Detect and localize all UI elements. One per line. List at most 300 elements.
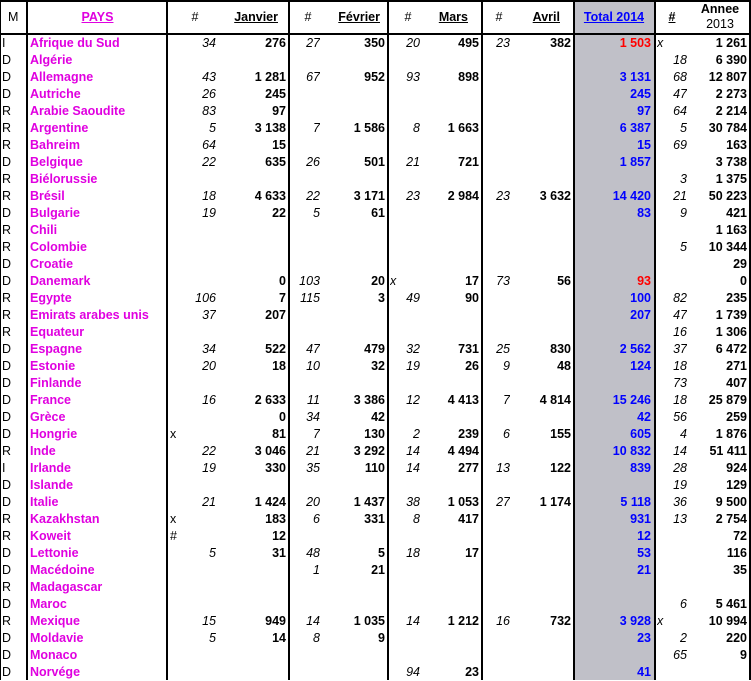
cell-rank-avril bbox=[485, 222, 510, 239]
cell-rank-mars bbox=[390, 477, 420, 494]
cell-rank-2013: 18 bbox=[673, 53, 687, 67]
cell-janvier bbox=[220, 647, 286, 664]
cell-pays: Monaco bbox=[30, 648, 78, 662]
cell-m: R bbox=[2, 444, 12, 458]
cell-m: D bbox=[2, 495, 12, 509]
cell-m: D bbox=[2, 376, 12, 390]
cell-rank-avril bbox=[485, 477, 510, 494]
cell-janvier: 0 bbox=[279, 274, 286, 288]
cell-fevrier bbox=[320, 222, 385, 239]
cell-avril bbox=[510, 664, 571, 681]
cell-pays: Allemagne bbox=[30, 70, 94, 84]
cell-total-2014 bbox=[576, 647, 651, 664]
border-left bbox=[0, 0, 1, 680]
cell-rank-2013: 14 bbox=[673, 444, 687, 458]
cell-pays: Maroc bbox=[30, 597, 67, 611]
cell-rank-fevrier bbox=[291, 596, 320, 613]
cell-avril bbox=[510, 528, 571, 545]
col-divider-total bbox=[654, 0, 656, 680]
cell-rank-mars: 19 bbox=[406, 359, 420, 373]
cell-mars bbox=[420, 579, 479, 596]
cell-fevrier: 130 bbox=[364, 427, 385, 441]
cell-annee-2013: 1 876 bbox=[715, 427, 747, 441]
cell-mars bbox=[420, 52, 479, 69]
cell-rank-fevrier: 10 bbox=[306, 359, 320, 373]
cell-rank-mars: 8 bbox=[413, 512, 420, 526]
cell-annee-2013: 12 807 bbox=[708, 70, 747, 84]
cell-rank-avril: 13 bbox=[496, 461, 510, 475]
cell-rank-2013: 64 bbox=[673, 104, 687, 118]
cell-m: D bbox=[2, 563, 12, 577]
cell-total-2014: 1 857 bbox=[619, 155, 651, 169]
cell-rank-2013: 5 bbox=[680, 121, 687, 135]
cell-annee-2013: 421 bbox=[726, 206, 747, 220]
cell-total-2014: 6 387 bbox=[619, 121, 651, 135]
cell-avril: 56 bbox=[557, 274, 571, 288]
cell-janvier: 97 bbox=[272, 104, 286, 118]
cell-pays: Arabie Saoudite bbox=[30, 104, 126, 118]
cell-fevrier: 1 035 bbox=[353, 614, 385, 628]
cell-rank-fevrier: 26 bbox=[306, 155, 320, 169]
cell-rank-avril bbox=[485, 137, 510, 154]
cell-mars bbox=[420, 307, 479, 324]
cell-m: R bbox=[2, 189, 12, 203]
cell-total-2014 bbox=[576, 375, 651, 392]
cell-rank-avril bbox=[485, 256, 510, 273]
cell-mars bbox=[420, 375, 479, 392]
cell-avril bbox=[510, 596, 571, 613]
cell-mars bbox=[420, 528, 479, 545]
cell-janvier: 15 bbox=[272, 138, 286, 152]
cell-mars: 4 494 bbox=[447, 444, 479, 458]
cell-annee-2013: 259 bbox=[726, 410, 747, 424]
cell-fevrier: 3 386 bbox=[353, 393, 385, 407]
cell-annee-2013: 2 273 bbox=[715, 87, 747, 101]
cell-rank-2013: 18 bbox=[673, 393, 687, 407]
cell-rank-avril: 6 bbox=[503, 427, 510, 441]
cell-rank-fevrier: 20 bbox=[306, 495, 320, 509]
cell-janvier: 14 bbox=[272, 631, 286, 645]
cell-rank-fevrier bbox=[291, 103, 320, 120]
cell-fevrier bbox=[320, 86, 385, 103]
cell-rank-2013 bbox=[657, 664, 687, 681]
header-mars: Mars bbox=[438, 10, 468, 24]
cell-m: D bbox=[2, 410, 12, 424]
cell-m: R bbox=[2, 580, 12, 594]
cell-janvier bbox=[220, 477, 286, 494]
cell-mars bbox=[420, 222, 479, 239]
cell-total-2014: 21 bbox=[637, 563, 651, 577]
cell-rank-fevrier: 7 bbox=[313, 121, 320, 135]
cell-total-2014: 100 bbox=[630, 291, 651, 305]
cell-rank-2013: 9 bbox=[680, 206, 687, 220]
cell-janvier bbox=[220, 256, 286, 273]
cell-pays: Danemark bbox=[30, 274, 91, 288]
cell-rank-janvier: 19 bbox=[202, 461, 216, 475]
cell-janvier: 12 bbox=[272, 529, 286, 543]
cell-pays: Algérie bbox=[30, 53, 73, 67]
header-total-2014: Total 2014 bbox=[583, 10, 645, 24]
cell-pays: Hongrie bbox=[30, 427, 78, 441]
cell-avril bbox=[510, 239, 571, 256]
cell-pays: Chili bbox=[30, 223, 58, 237]
cell-rank-mars bbox=[390, 409, 420, 426]
cell-total-2014: 41 bbox=[637, 665, 651, 679]
cell-m: D bbox=[2, 206, 12, 220]
cell-m: R bbox=[2, 308, 12, 322]
cell-rank-janvier bbox=[170, 664, 216, 681]
col-divider-avril bbox=[573, 0, 575, 680]
cell-rank-fevrier: 22 bbox=[306, 189, 320, 203]
cell-rank-mars: x bbox=[390, 274, 397, 288]
cell-m: D bbox=[2, 631, 12, 645]
cell-annee-2013: 25 879 bbox=[708, 393, 747, 407]
cell-pays: Macédoine bbox=[30, 563, 95, 577]
cell-avril: 3 632 bbox=[539, 189, 571, 203]
cell-rank-fevrier: 27 bbox=[306, 36, 320, 50]
cell-rank-mars bbox=[390, 222, 420, 239]
cell-rank-2013: 3 bbox=[680, 172, 687, 186]
cell-rank-mars bbox=[390, 630, 420, 647]
cell-mars bbox=[420, 562, 479, 579]
cell-rank-2013: 73 bbox=[673, 376, 687, 390]
cell-rank-janvier: 19 bbox=[202, 206, 216, 220]
cell-fevrier: 1 437 bbox=[353, 495, 385, 509]
cell-rank-janvier: 5 bbox=[209, 121, 216, 135]
col-divider-fevrier bbox=[387, 0, 389, 680]
cell-pays: Argentine bbox=[30, 121, 89, 135]
cell-total-2014: 5 118 bbox=[620, 495, 651, 509]
cell-rank-avril bbox=[485, 375, 510, 392]
cell-rank-fevrier bbox=[291, 52, 320, 69]
cell-rank-fevrier: 14 bbox=[306, 614, 320, 628]
cell-m: D bbox=[2, 53, 12, 67]
cell-avril: 4 814 bbox=[539, 393, 571, 407]
cell-rank-fevrier: 35 bbox=[306, 461, 320, 475]
cell-rank-fevrier: 5 bbox=[313, 206, 320, 220]
cell-annee-2013: 1 261 bbox=[715, 36, 747, 50]
cell-pays: Estonie bbox=[30, 359, 76, 373]
cell-rank-fevrier bbox=[291, 256, 320, 273]
cell-rank-mars bbox=[390, 528, 420, 545]
cell-rank-2013 bbox=[657, 528, 687, 545]
cell-fevrier bbox=[320, 596, 385, 613]
cell-annee-2013: 6 472 bbox=[715, 342, 747, 356]
cell-rank-janvier bbox=[170, 256, 216, 273]
cell-janvier: 207 bbox=[265, 308, 286, 322]
cell-avril bbox=[510, 205, 571, 222]
cell-avril: 155 bbox=[550, 427, 571, 441]
cell-rank-2013: 5 bbox=[680, 240, 687, 254]
cell-janvier: 0 bbox=[279, 410, 286, 424]
cell-rank-fevrier: 67 bbox=[306, 70, 320, 84]
cell-mars bbox=[420, 647, 479, 664]
cell-m: D bbox=[2, 342, 12, 356]
cell-pays: Irlande bbox=[30, 461, 71, 475]
cell-rank-janvier: 16 bbox=[202, 393, 216, 407]
cell-rank-avril bbox=[485, 120, 510, 137]
header-pays: PAYS bbox=[81, 10, 114, 24]
cell-avril bbox=[510, 103, 571, 120]
cell-total-2014: 93 bbox=[637, 274, 651, 288]
cell-rank-mars bbox=[390, 86, 420, 103]
cell-janvier: 245 bbox=[265, 87, 286, 101]
cell-rank-fevrier bbox=[291, 375, 320, 392]
cell-m: D bbox=[2, 478, 12, 492]
cell-rank-janvier: 20 bbox=[202, 359, 216, 373]
header-annee: Annee bbox=[700, 2, 740, 16]
cell-rank-avril bbox=[485, 664, 510, 681]
cell-pays: Islande bbox=[30, 478, 74, 492]
cell-rank-2013: 6 bbox=[680, 597, 687, 611]
cell-annee-2013: 220 bbox=[726, 631, 747, 645]
cell-rank-fevrier: 7 bbox=[313, 427, 320, 441]
cell-rank-mars: 38 bbox=[406, 495, 420, 509]
cell-fevrier: 3 171 bbox=[353, 189, 385, 203]
cell-avril bbox=[510, 579, 571, 596]
cell-rank-mars: 14 bbox=[406, 614, 420, 628]
cell-fevrier: 110 bbox=[364, 461, 385, 475]
cell-total-2014 bbox=[576, 477, 651, 494]
cell-rank-fevrier: 103 bbox=[299, 274, 320, 288]
cell-rank-avril bbox=[485, 307, 510, 324]
cell-janvier: 31 bbox=[272, 546, 286, 560]
cell-rank-2013: x bbox=[657, 614, 664, 628]
cell-annee-2013: 924 bbox=[726, 461, 747, 475]
cell-rank-mars: 93 bbox=[406, 70, 420, 84]
cell-rank-avril bbox=[485, 205, 510, 222]
cell-total-2014: 605 bbox=[630, 427, 651, 441]
cell-pays: Inde bbox=[30, 444, 56, 458]
cell-janvier: 522 bbox=[265, 342, 286, 356]
cell-m: R bbox=[2, 172, 12, 186]
cell-annee-2013: 29 bbox=[733, 257, 747, 271]
cell-rank-mars: 94 bbox=[406, 665, 420, 679]
cell-rank-2013: 68 bbox=[673, 70, 687, 84]
cell-m: D bbox=[2, 155, 12, 169]
cell-pays: Egypte bbox=[30, 291, 72, 305]
cell-avril bbox=[510, 86, 571, 103]
cell-janvier bbox=[220, 664, 286, 681]
cell-avril bbox=[510, 375, 571, 392]
cell-pays: Lettonie bbox=[30, 546, 79, 560]
cell-rank-2013: 18 bbox=[673, 359, 687, 373]
cell-mars: 1 053 bbox=[447, 495, 479, 509]
header-rank-2013: # bbox=[668, 10, 676, 24]
header-rank-fevrier: # bbox=[304, 10, 312, 24]
cell-avril: 122 bbox=[550, 461, 571, 475]
header-annee-year: 2013 bbox=[706, 17, 734, 31]
cell-total-2014: 2 562 bbox=[619, 342, 651, 356]
cell-avril bbox=[510, 477, 571, 494]
cell-pays: Grèce bbox=[30, 410, 66, 424]
cell-rank-2013: 47 bbox=[673, 87, 687, 101]
cell-rank-mars bbox=[390, 375, 420, 392]
cell-rank-avril bbox=[485, 511, 510, 528]
cell-rank-avril: 25 bbox=[496, 342, 510, 356]
cell-rank-mars bbox=[390, 256, 420, 273]
cell-rank-janvier bbox=[170, 477, 216, 494]
cell-rank-2013: 56 bbox=[673, 410, 687, 424]
cell-rank-2013: 47 bbox=[673, 308, 687, 322]
cell-avril: 48 bbox=[557, 359, 571, 373]
cell-pays: Espagne bbox=[30, 342, 83, 356]
cell-janvier bbox=[220, 596, 286, 613]
cell-rank-avril bbox=[485, 290, 510, 307]
cell-rank-mars bbox=[390, 562, 420, 579]
cell-rank-mars: 32 bbox=[406, 342, 420, 356]
cell-mars bbox=[420, 239, 479, 256]
cell-annee-2013: 163 bbox=[726, 138, 747, 152]
cell-rank-avril bbox=[485, 630, 510, 647]
cell-pays: Autriche bbox=[30, 87, 81, 101]
cell-rank-2013: 21 bbox=[673, 189, 687, 203]
cell-rank-janvier bbox=[170, 222, 216, 239]
cell-rank-2013: 36 bbox=[673, 495, 687, 509]
cell-total-2014 bbox=[576, 324, 651, 341]
cell-rank-fevrier bbox=[291, 239, 320, 256]
cell-rank-2013: 13 bbox=[673, 512, 687, 526]
header-rank-janvier: # bbox=[191, 10, 199, 24]
cell-fevrier bbox=[320, 375, 385, 392]
cell-pays: Finlande bbox=[30, 376, 82, 390]
cell-janvier: 3 046 bbox=[254, 444, 286, 458]
cell-rank-fevrier: 115 bbox=[300, 291, 320, 305]
cell-janvier bbox=[220, 324, 286, 341]
border-top bbox=[0, 0, 751, 2]
cell-annee-2013: 235 bbox=[726, 291, 747, 305]
cell-rank-fevrier bbox=[291, 222, 320, 239]
cell-janvier: 18 bbox=[272, 359, 286, 373]
cell-avril bbox=[510, 324, 571, 341]
cell-rank-2013: x bbox=[657, 36, 664, 50]
col-divider-janvier bbox=[288, 0, 290, 680]
cell-rank-2013: 2 bbox=[680, 631, 687, 645]
cell-rank-mars: 14 bbox=[406, 444, 420, 458]
cell-fevrier: 331 bbox=[364, 512, 385, 526]
cell-annee-2013: 10 994 bbox=[708, 614, 747, 628]
cell-fevrier: 1 586 bbox=[353, 121, 385, 135]
cell-fevrier: 5 bbox=[378, 546, 385, 560]
cell-mars: 898 bbox=[458, 70, 479, 84]
cell-pays: Brésil bbox=[30, 189, 65, 203]
header-fevrier: Février bbox=[338, 10, 380, 24]
cell-rank-janvier: 22 bbox=[202, 444, 216, 458]
cell-rank-2013 bbox=[657, 562, 687, 579]
cell-annee-2013: 9 bbox=[740, 648, 747, 662]
cell-m: R bbox=[2, 223, 12, 237]
cell-janvier bbox=[220, 375, 286, 392]
cell-avril: 732 bbox=[550, 614, 571, 628]
cell-rank-mars bbox=[390, 52, 420, 69]
cell-avril bbox=[510, 171, 571, 188]
cell-m: R bbox=[2, 138, 12, 152]
cell-mars bbox=[420, 477, 479, 494]
cell-annee-2013: 116 bbox=[726, 546, 747, 560]
cell-total-2014 bbox=[576, 171, 651, 188]
cell-rank-janvier: 22 bbox=[202, 155, 216, 169]
cell-rank-mars: 18 bbox=[406, 546, 420, 560]
cell-total-2014: 53 bbox=[637, 546, 651, 560]
cell-rank-janvier: x bbox=[170, 512, 177, 526]
cell-annee-2013: 10 344 bbox=[708, 240, 747, 254]
cell-fevrier bbox=[320, 528, 385, 545]
cell-fevrier bbox=[320, 324, 385, 341]
cell-rank-avril: 27 bbox=[496, 495, 510, 509]
cell-annee-2013: 407 bbox=[726, 376, 747, 390]
cell-rank-avril: 16 bbox=[496, 614, 510, 628]
cell-annee-2013: 6 390 bbox=[715, 53, 747, 67]
cell-rank-janvier: # bbox=[170, 529, 177, 543]
cell-rank-2013 bbox=[657, 256, 687, 273]
cell-mars: 239 bbox=[458, 427, 479, 441]
cell-total-2014: 1 503 bbox=[619, 36, 651, 50]
cell-fevrier: 3 bbox=[378, 291, 385, 305]
header-avril: Avril bbox=[532, 10, 560, 24]
cell-m: D bbox=[2, 546, 12, 560]
cell-avril bbox=[510, 290, 571, 307]
header-divider bbox=[0, 33, 751, 35]
cell-avril: 830 bbox=[550, 342, 571, 356]
cell-m: D bbox=[2, 359, 12, 373]
cell-fevrier bbox=[320, 256, 385, 273]
cell-rank-mars bbox=[390, 205, 420, 222]
cell-fevrier: 501 bbox=[364, 155, 385, 169]
cell-rank-janvier bbox=[170, 324, 216, 341]
cell-janvier: 276 bbox=[265, 36, 286, 50]
cell-rank-mars bbox=[390, 307, 420, 324]
cell-rank-janvier bbox=[170, 375, 216, 392]
cell-m: D bbox=[2, 87, 12, 101]
header-janvier: Janvier bbox=[234, 10, 278, 24]
cell-mars bbox=[420, 256, 479, 273]
cell-rank-janvier: 15 bbox=[202, 614, 216, 628]
cell-pays: Equateur bbox=[30, 325, 85, 339]
cell-rank-janvier bbox=[170, 239, 216, 256]
cell-fevrier bbox=[320, 664, 385, 681]
cell-rank-mars: 23 bbox=[406, 189, 420, 203]
cell-annee-2013: 1 739 bbox=[715, 308, 747, 322]
cell-rank-fevrier bbox=[291, 664, 320, 681]
cell-rank-janvier bbox=[170, 596, 216, 613]
cell-rank-avril bbox=[485, 86, 510, 103]
cell-rank-fevrier: 21 bbox=[306, 444, 320, 458]
cell-total-2014 bbox=[576, 239, 651, 256]
cell-annee-2013: 2 214 bbox=[715, 104, 747, 118]
cell-rank-mars bbox=[390, 171, 420, 188]
cell-rank-janvier: 21 bbox=[202, 495, 216, 509]
cell-m: R bbox=[2, 614, 12, 628]
cell-rank-avril bbox=[485, 409, 510, 426]
cell-rank-2013: 65 bbox=[673, 648, 687, 662]
cell-fevrier: 42 bbox=[371, 410, 385, 424]
cell-rank-mars bbox=[390, 647, 420, 664]
cell-rank-janvier bbox=[170, 409, 216, 426]
cell-mars bbox=[420, 596, 479, 613]
cell-janvier: 330 bbox=[265, 461, 286, 475]
cell-pays: Biélorussie bbox=[30, 172, 98, 186]
cell-rank-2013: 69 bbox=[673, 138, 687, 152]
cell-janvier bbox=[220, 52, 286, 69]
cell-rank-fevrier bbox=[291, 647, 320, 664]
cell-fevrier: 350 bbox=[364, 36, 385, 50]
cell-rank-janvier bbox=[170, 579, 216, 596]
cell-fevrier bbox=[320, 647, 385, 664]
cell-avril bbox=[510, 69, 571, 86]
cell-rank-2013: 16 bbox=[673, 325, 687, 339]
cell-janvier bbox=[220, 562, 286, 579]
cell-avril bbox=[510, 545, 571, 562]
